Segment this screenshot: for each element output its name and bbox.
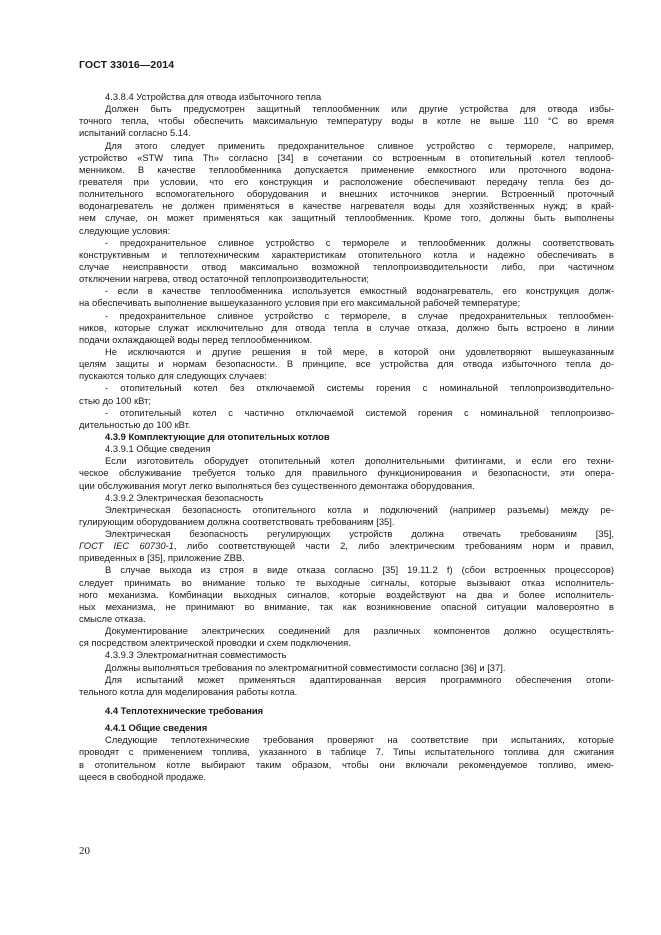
text-line: 4.3.8.4 Устройства для отвода избыточного тепла	[105, 91, 322, 102]
text-line: - отопительный котел без отключаемой системы горения с номинальной теплопроизводительно-	[105, 382, 614, 394]
text-line: - отопительный котел с частично отключаемой системой горения с номинальной теплопроизво-	[105, 406, 614, 418]
text-line: ников, которые служат исключительно для отвода тепла в случае отказа, должно быть встроено в линии	[79, 321, 614, 333]
text-line: нем случае, он может применяться как защитный теплообменник. Кроме того, должны быть выполнены	[79, 212, 614, 224]
section-heading-line: 4.3.9 Комплектующие для отопительных котлов	[105, 430, 330, 442]
text-line: Следующие теплотехнические требования проверяют на соответствие при испытаниях, которые	[105, 734, 614, 746]
text-line: случае неисправности отвод максимально возможной теплопроизводительности либо, при частичном	[79, 260, 614, 272]
text-line: следует принимать во внимание только те выходные сигналы, которые вызывают отказ исполнитель-	[79, 576, 614, 588]
text-line: дительностью до 100 кВт.	[79, 418, 191, 430]
text-line: ся посредством электрической проводки и схем подключения.	[79, 637, 351, 649]
text-line: - предохранительное сливное устройство с термореле и теплообменник должны соответствовать	[105, 236, 614, 248]
text-line: целям защиты и нормам безопасности. В принципе, все устройства для отвода избыточного тепла до-	[79, 358, 614, 370]
text-line: пускаются только для следующих случаев:	[79, 370, 267, 382]
text-line: В случае выхода из строя в виде отказа согласно [35] 19.11.2 f) (сбои встроенных процессоров)	[105, 564, 614, 576]
text-line: следующие условия:	[79, 224, 171, 236]
text-line: щееся в свободной продаже.	[79, 770, 206, 782]
text-line: ции обслуживания могут легко выполняться без существенного демонтажа оборудования.	[79, 479, 475, 491]
section-heading-line: 4.4 Теплотехнические требования	[105, 705, 264, 717]
text-line: - предохранительное сливное устройство с термореле, в случае предохранительных теплообмен-	[105, 309, 614, 321]
document-body	[79, 91, 614, 783]
text-line: ческое обслуживание требуется только для правильного функционирования и безопасности, эти опера-	[79, 467, 614, 479]
page-number: 20	[79, 845, 90, 857]
document-header: ГОСТ 33016—2014	[79, 59, 175, 71]
text-line: менником. В качестве теплообменника допускается применение емкостного или проточного водона-	[79, 163, 614, 175]
text-line: устройство «STW типа Th» согласно [34] в сочетании со встроенным в отопительный котел теплооб-	[79, 151, 614, 163]
text-line: точного тепла, чтобы обеспечить максимальную температуру воды в котле не выше 110 °С во время	[79, 115, 614, 127]
text-line: в отопительном котле выбирают таким образом, чтобы они включали рекомендуемое топливо, имею-	[79, 758, 614, 770]
text-line: 4.3.9.1 Общие сведения	[105, 443, 211, 455]
text-line: отключении нагрева, отвод остаточной теплопроизводительности;	[79, 273, 369, 285]
text-line: ного механизма. Комбинации выходных сигналов, которые воздействуют на два и более исполнитель-	[79, 588, 614, 600]
text-line: водонагреватель не должен применяться в качестве нагревателя воды для хозяйственных нужд; в край-	[79, 200, 614, 212]
text-line: на обеспечивать выполнение вышеуказанного условия при его максимальной рабочей температуре;	[79, 297, 521, 309]
text-line: стью до 100 кВт;	[79, 394, 151, 406]
text-line: ГОСТ IEC 60730-1, либо соответствующей части 2, либо электрическим требованиям норм и правил,	[79, 540, 615, 552]
text-line: Не исключаются и другие решения в той мере, в которой они удовлетворяют вышеуказанным	[105, 345, 614, 357]
text-line: 4.3.9.3 Электромагнитная совместимость	[105, 649, 287, 661]
standard-reference: ГОСТ IEC 60730-1	[79, 540, 174, 552]
text-line: Для испытаний может применяться адаптированная версия программного обеспечения отопи-	[105, 673, 614, 685]
text-line: приведенных в [35], приложение ZBB.	[79, 552, 245, 564]
text-line: конструктивным и теплотехническим характеристикам отопительного котла и надежно обеспечивать в	[79, 248, 614, 260]
text-line: тельного котла для моделирования работы котла.	[79, 685, 298, 697]
text-line: полнительного вспомогательного оборудования и внешних источников энергии. Встроенный проточный	[79, 188, 614, 200]
text-line: Документирование электрических соединений для различных компонентов должно осуществлять-	[105, 625, 614, 637]
section-heading-line: 4.4.1 Общие сведения	[105, 722, 208, 734]
text-line: Должен быть предусмотрен защитный теплообменник или другие устройства для отвода избы-	[105, 103, 614, 115]
text-line: Электрическая безопасность отопительного котла и подключений (например разъемы) между ре-	[105, 503, 614, 515]
text-line: 4.3.9.2 Электрическая безопасность	[105, 491, 264, 503]
text-line: смысле отказа.	[79, 613, 146, 625]
text-line: Должны выполняться требования по электромагнитной совместимости согласно [36] и [37].	[105, 661, 506, 673]
text-line: Для этого следует применить предохранительное сливное устройство с термореле, например,	[105, 139, 614, 151]
text-line: испытаний согласно 5.14.	[79, 127, 191, 139]
section-spacer	[79, 698, 614, 705]
text-line: подачи охлаждающей воды перед теплообменником.	[79, 333, 313, 345]
text-line: ных механизма, не принимают во внимание, так как возникновение опасной ситуации маловероятно в	[79, 600, 614, 612]
text-line: Электрическая безопасность регулирующих устройств должна отвечать требованиям [35],	[105, 528, 614, 540]
text-line: гревателя при условии, что его конструкция и расположение обеспечивают передачу тепла без до-	[79, 175, 614, 187]
text-line: проводят с применением топлива, указанного в таблице 7. Типы испытательного топлива для сжигания	[79, 746, 614, 758]
text-line: Если изготовитель оборудует отопительный котел дополнительными фитингами, и если его техни-	[105, 455, 614, 467]
text-line: гулирующим оборудованием должна соответствовать требованиям [35].	[79, 515, 395, 527]
text-line: - если в качестве теплообменника используется емкостный водонагреватель, его конструкция долж-	[105, 285, 614, 297]
